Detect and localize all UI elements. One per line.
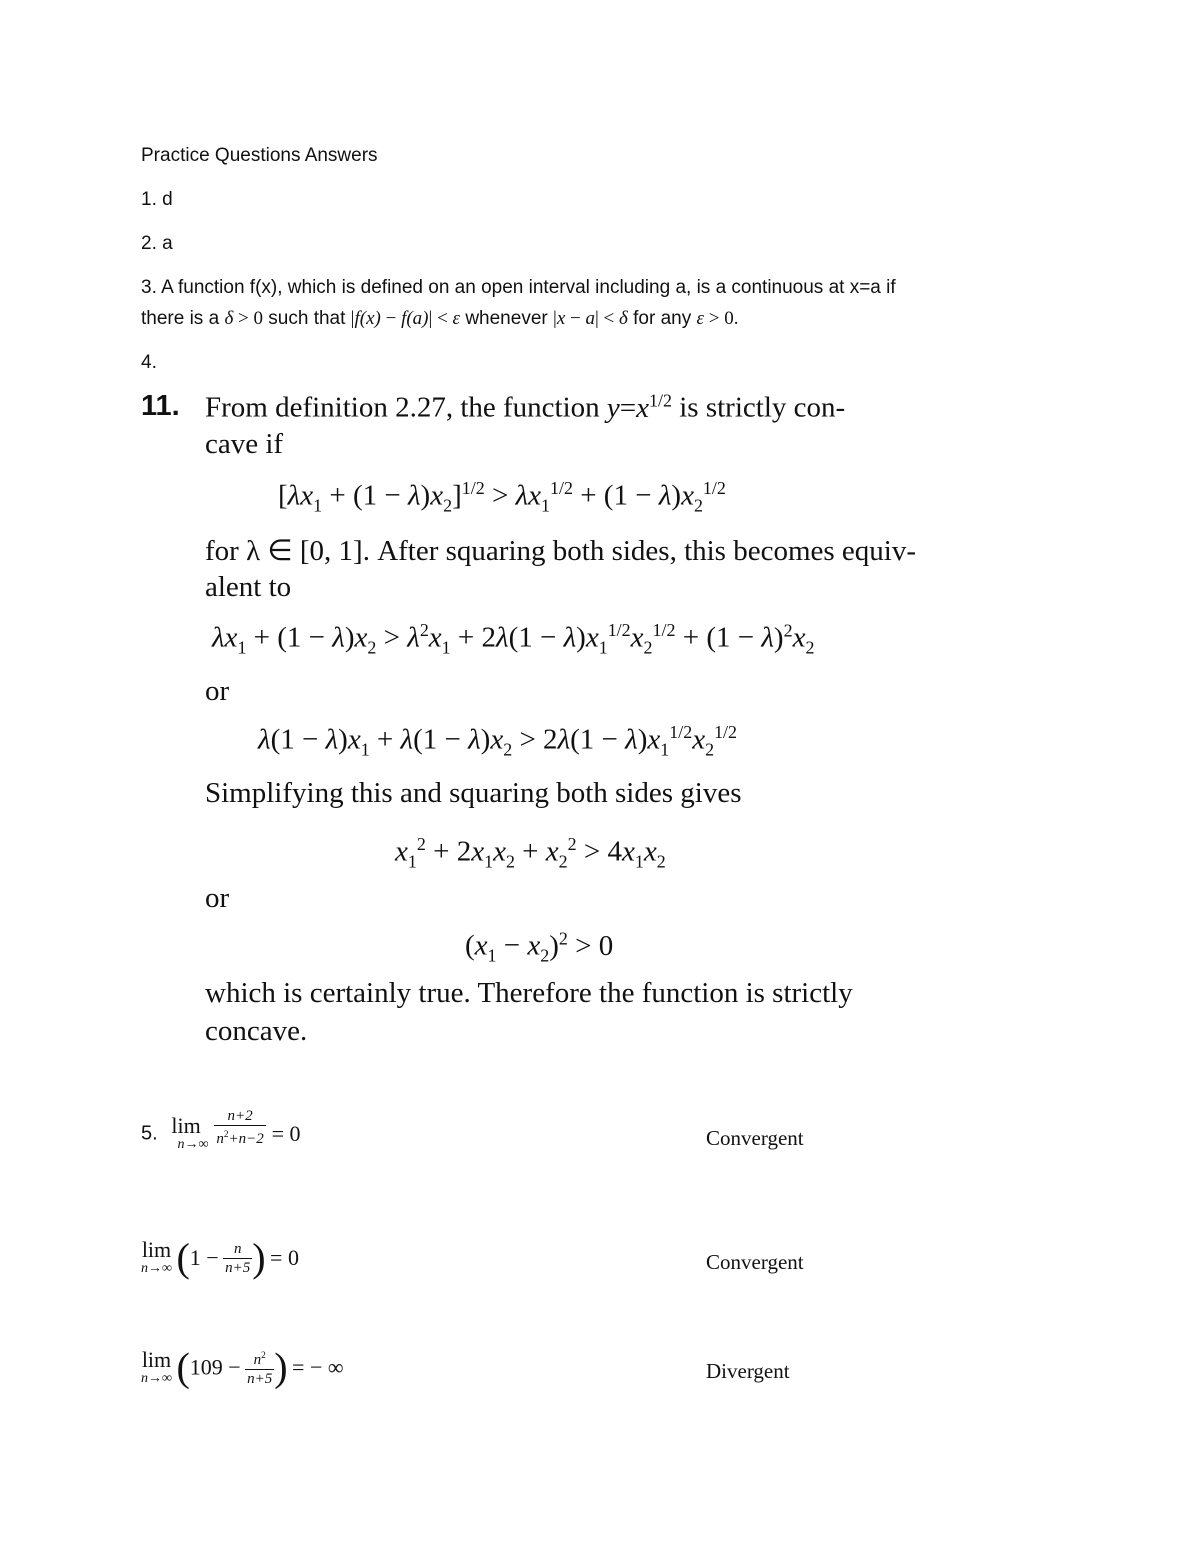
limit-2-left-paren: ( [176,1235,190,1280]
limit-1-operator: lim n→∞ [171,1113,209,1152]
limit-2-verdict: Convergent [706,1250,804,1274]
concavity-inequality: $[\lambda x_1 + (1 - \lambda)x_2]^{1/2} > \lambda x_1^{1/2} + (1 - \lambda)x_2^{1/2}$ [278,478,726,516]
answer-2: 2. a [141,233,173,254]
answer-3-text-c: whenever [465,308,548,329]
textbook-or-1: or [205,675,230,707]
textbook-line-4: alent to [205,571,292,603]
textbook-line-7: concave. [205,1015,308,1047]
delta-gt-zero-expr: δ > 0 [224,308,263,329]
page-heading: Practice Questions Answers [141,145,378,166]
limit-3-verdict: Divergent [706,1359,790,1383]
limit-2-fraction: $\frac{n}{n+5}$ [225,1240,251,1276]
limit-2: lim n→∞ (1 − $\frac{n}{n+5}$ ) = 0 [141,1235,299,1280]
answer-3-text-d: for any [633,308,692,329]
textbook-or-2: or [205,882,230,914]
answer-4: 4. [141,352,157,373]
limit-3-result: = − ∞ [292,1354,344,1380]
rearranged-inequality: $\lambda(1 - \lambda)x_1 + \lambda(1 - \lambda)x_2 > 2\lambda(1 - \lambda)x_1^{1/2}x_2^{1/2}$ [258,722,738,760]
limit-1-verdict: Convergent [706,1126,804,1150]
answer-3-text-a: there is a [141,308,220,329]
limit-2-result: = 0 [270,1245,299,1270]
textbook-line-1 [205,390,845,425]
limit-3-fraction: $\frac{n^2}{n+5}$ [245,1347,274,1388]
limit-1 [141,1107,301,1153]
answer-3-line-2 [141,308,738,330]
answer-3-line-1: 3. A function f(x), which is defined on an open interval including a, is a continuous at x=a if [141,277,896,298]
answer-3-text-b: such that [268,308,346,329]
answer-1: 1. d [141,189,173,210]
problem-number: 11. [141,390,180,422]
limit-2-right-paren: ) [252,1235,266,1280]
limit-3-operator: lim n→∞ [141,1346,172,1386]
textbook-line-3: for λ ∈ [0, 1]. After squaring both sides, this becomes equiv- [205,535,917,567]
abs-difference-expr: |f(x) − f(a)| < ε [350,308,461,329]
squared-inequality: $\lambda x_1 + (1 - \lambda)x_2 > \lambda^2x_1 + 2\lambda(1 - \lambda)x_1^{1/2}x_2^{1/2} + (1 - \lambda)^2x_2$ [212,620,815,658]
textbook-line-5: Simplifying this and squaring both sides gives [205,777,742,809]
sqrt-function-expr: $y=x^{1/2}$ [606,390,672,424]
abs-x-a-expr: |x − a| < δ [553,308,628,329]
textbook-line-2: cave if [205,428,284,460]
textbook-text-1: From definition 2.27, the function [205,391,600,424]
limit-1-result: = 0 [271,1121,301,1146]
textbook-text-1-end: is strictly con- [679,391,846,424]
limit-3-right-paren: ) [274,1344,288,1390]
limit-1-prefix: 5. [141,1122,158,1145]
limit-1-fraction: $\frac{n+2}{n^2+n-2}$ [216,1107,264,1147]
simplified-inequality: $x_1^2 + 2x_1x_2 + x_2^2 > 4x_1x_2$ [395,834,666,872]
limit-3: lim n→∞ (109 − $\frac{n^2}{n+5}$ ) = − ∞ [141,1344,344,1390]
epsilon-gt-zero-expr: ε > 0. [696,308,739,329]
limit-3-left-paren: ( [176,1344,190,1390]
textbook-line-6: which is certainly true. Therefore the function is strictly [205,977,853,1009]
limit-2-operator: lim n→∞ [141,1237,172,1276]
final-inequality: $(x_1 - x_2)^2 > 0$ [465,928,614,966]
